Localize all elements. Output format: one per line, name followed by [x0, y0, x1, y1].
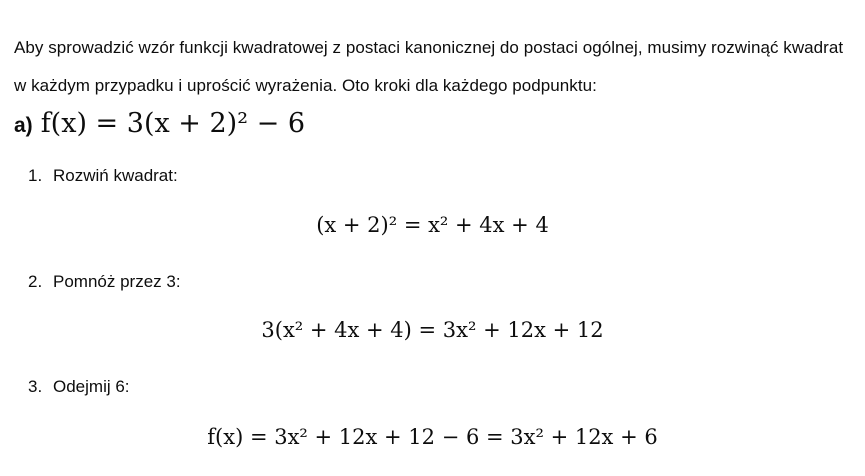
step-1: [28, 166, 178, 186]
step-3-text: Odejmij 6:: [53, 377, 130, 396]
step-1-equation: (x + 2)² = x² + 4x + 4: [316, 213, 549, 237]
step-1-text: Rozwiń kwadrat:: [53, 166, 178, 185]
section-label: a): [14, 114, 33, 137]
intro-paragraph: Aby sprowadzić wzór funkcji kwadratowej z postaci kanonicznej do postaci ogólnej, musimy rozwinąć kwadrat w każdym przypadku i uprościć wyrażenia. Oto kroki dla każdego podpunktu:: [14, 38, 844, 95]
step-2: [28, 272, 181, 292]
step-3: [28, 377, 130, 397]
step-3-number: 3.: [28, 377, 43, 396]
step-2-text: Pomnóż przez 3:: [53, 272, 181, 291]
step-3-equation: f(x) = 3x² + 12x + 12 − 6 = 3x² + 12x + 6: [207, 425, 658, 449]
step-2-equation: 3(x² + 4x + 4) = 3x² + 12x + 12: [261, 318, 604, 342]
function-formula: f(x) = 3(x + 2)² − 6: [40, 108, 305, 139]
section-heading: [14, 108, 305, 148]
step-2-number: 2.: [28, 272, 43, 291]
step-1-number: 1.: [28, 166, 43, 185]
